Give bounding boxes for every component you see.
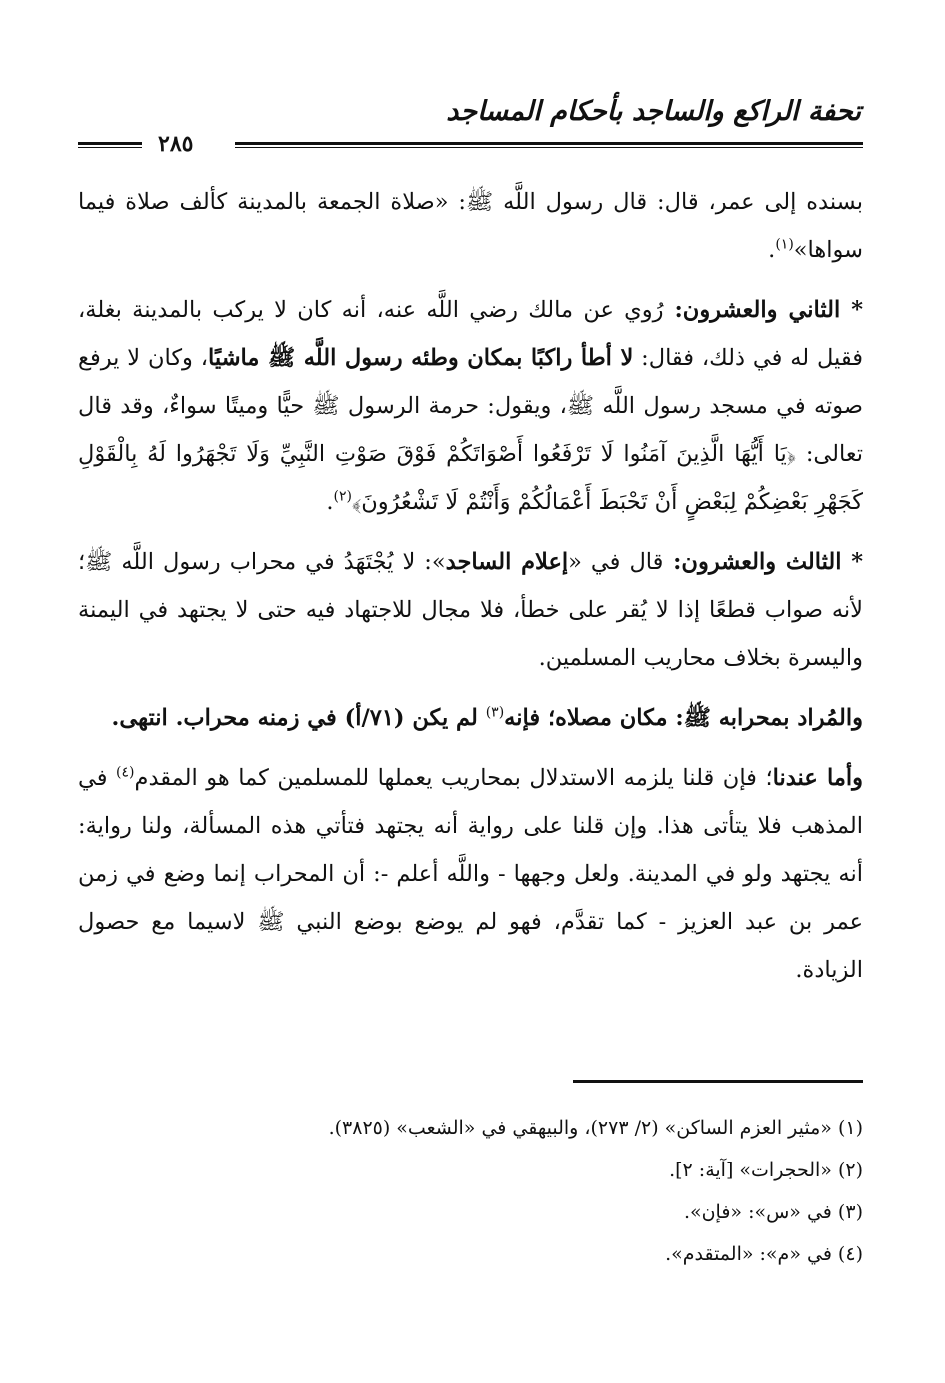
book-page [78, 92, 863, 1265]
footnotes [78, 1107, 863, 1275]
main-text [78, 178, 863, 1006]
footnote-marker: (١) [775, 236, 794, 253]
text-run: قال في « [568, 549, 664, 575]
text-run: * الثاني والعشرون: [663, 297, 863, 323]
text-run: إعلام الساجد [445, 549, 569, 575]
paragraph [78, 694, 863, 742]
page-header [78, 92, 863, 157]
footnote-marker: (٣) [485, 704, 505, 721]
text-run: بسنده إلى عمر، قال: قال رسول اللَّه ﷺ: «صلاة الجمعة بالمدينة كألف صلاة فيما سواها» [78, 189, 863, 263]
text-run: * الثالث والعشرون: [663, 549, 863, 575]
text-run: . [326, 489, 334, 515]
paragraph [78, 178, 863, 274]
text-run: لم يكن (٧١/أ) في زمنه محراب. انتهى. [111, 705, 486, 731]
header-rule-left [78, 142, 142, 148]
header-rule [78, 131, 863, 157]
text-run: رُوي عن مالك رضي اللَّه عنه، أنه كان لا يركب بالمدينة بغلة، فقيل له في ذلك، فقال: [78, 297, 863, 371]
text-run: . [768, 237, 776, 263]
footnote: (٢) «الحجرات» [آية: ٢]. [669, 1159, 863, 1181]
footnote-separator [573, 1080, 863, 1083]
text-run: ، وكان لا يرفع صوته في مسجد رسول اللَّه ﷺ، ويقول: حرمة الرسول ﷺ حيًّا وميتًا سواءٌ، وقد قال تعالى: ﴿يَا أَيُّهَا الَّذِينَ آمَنُوا لَا تَرْفَعُوا أَصْوَاتَكُمْ فَوْقَ صَوْتِ النَّبِيِّ وَلَا تَجْهَرُوا لَهُ بِالْقَوْلِ كَجَهْرِ بَعْضِكُمْ لِبَعْضٍ أَنْ تَحْبَطَ أَعْمَالُكُمْ وَأَنْتُمْ لَا تَشْعُرُونَ﴾ [78, 345, 863, 515]
paragraph [78, 538, 863, 682]
footnote: (٤) في «م»: «المتقدم». [665, 1243, 863, 1265]
text-run: ؛ فإن قلنا يلزمه الاستدلال بمحاريب يعملها للمسلمين كما هو المقدم [134, 765, 773, 791]
paragraph [78, 286, 863, 526]
text-run: »: لا يُجْتَهَدُ في محراب رسول اللَّه ﷺ؛ لأنه صواب قطعًا إذا لا يُقر على خطأ، فلا مجال للاجتهاد فيه حتى لا يجتهد في اليمنة واليسرة بخلاف محاريب المسلمين. [78, 549, 863, 671]
text-run: لا أطأ راكبًا بمكان وطئه رسول اللَّه ﷺ ماشيًا [208, 345, 634, 371]
text-run: مكان مصلاه؛ فإنه [504, 705, 668, 731]
page-number: ٢٨٥ [158, 131, 194, 157]
book-title: تحفة الراكع والساجد بأحكام المساجد [446, 96, 861, 127]
footnote: (١) «مثير العزم الساكن» (٢/ ٢٧٣)، والبيهقي في «الشعب» (٣٨٢٥). [328, 1117, 863, 1139]
paragraph [78, 754, 863, 994]
text-run: في المذهب فلا يتأتى هذا. وإن قلنا على رواية أنه يجتهد فتأتي هذه المسألة، ولنا رواية: أنه يجتهد ولو في المدينة. ولعل وجهها - واللَّه أعلم -: أن المحراب إنما وضع في زمن عمر بن عبد العزيز - كما تقدَّم، فهو لم يوضع بوضع النبي ﷺ لاسيما مع حصول الزيادة. [78, 765, 863, 983]
text-run: والمُراد بمحرابه ﷺ: [667, 705, 863, 731]
text-run: وأما عندنا [772, 765, 863, 791]
footnote-marker: (٢) [333, 488, 352, 505]
footnote-marker: (٤) [116, 764, 135, 781]
header-rule-right [235, 142, 863, 148]
footnote: (٣) في «س»: «فإن». [683, 1201, 863, 1223]
